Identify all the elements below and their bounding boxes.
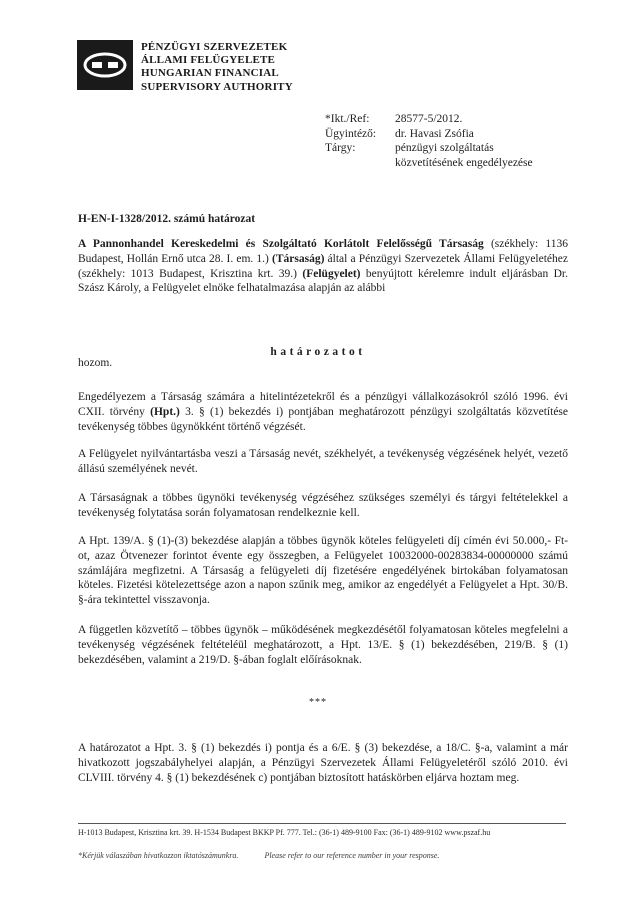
org-line: ÁLLAMI FELÜGYELETE bbox=[141, 54, 276, 67]
footer-contact: H-1013 Budapest, Krisztina krt. 39. H-1534 Budapest BKKP Pf. 777. Tel.: (36-1) 489-9100 Fax: (36-1) 489-9102 www.pszaf.hu bbox=[78, 828, 491, 837]
hpt-abbrev: (Hpt.) bbox=[150, 405, 180, 418]
org-line: HUNGARIAN FINANCIAL bbox=[141, 67, 279, 80]
psza-logo-icon bbox=[77, 40, 133, 90]
reference-block bbox=[325, 112, 533, 170]
intro-paragraph bbox=[78, 237, 568, 296]
decision-heading: határozatot bbox=[270, 346, 366, 358]
intro-text: (székhely: 1136 Budapest, Hollán Ernő utca 28. I. em. 1.) bbox=[78, 238, 568, 265]
reference-label: Tárgy: bbox=[325, 142, 356, 155]
paragraph-6: A határozatot a Hpt. 3. § (1) bekezdés i) pontja és a 6/E. § (3) bekezdése, a 18/C. §-a, valamint a már hivatkozott jogszabályhelyei alapján, a Pénzügyi Szervezetek Állami Felügyeletéről szóló 2010. évi CLVIII. törvény 4. § (1) bekezdésének c) pontjában biztosított hatáskörben eljárva hoztam meg. bbox=[78, 742, 568, 784]
reference-value: dr. Havasi Zsófia bbox=[395, 127, 474, 140]
paragraph-text: 3. § (1) bekezdés i) pontjában meghatározott pénzügyi szolgáltatás közvetítése tevékenység többes ügynökként történő végzését. bbox=[78, 405, 569, 433]
reference-value: pénzügyi szolgáltatás bbox=[395, 142, 494, 155]
footer-divider bbox=[78, 823, 566, 824]
paragraph-4: A Hpt. 139/A. § (1)-(3) bekezdése alapján a többes ügynök köteles felügyeleti díj címén évi 50.000,- Ft-ot, azaz Ötvenezer forintot évente egy összegben, a Felügyelet 10032000-00283834-00000000 számú számlájára megfizetni. A Társaság a felügyeleti díj fizetésére engedélyének birtokában folyamatosan köteles. Fizetési kötelezettsége azon a napon szűnik meg, amikor az engedélyét a Felügyelet a Hpt. 30/B. §-ára tekintettel visszavonja. bbox=[78, 535, 568, 607]
org-line: SUPERVISORY AUTHORITY bbox=[141, 80, 293, 93]
paragraph-1 bbox=[78, 390, 568, 434]
note-hungarian: *Kérjük válaszában hivatkozzon iktatószámunkra. bbox=[78, 851, 239, 860]
reference-value: közvetítésének engedélyezése bbox=[395, 156, 533, 169]
tarsasag-abbrev: (Társaság) bbox=[272, 252, 325, 265]
reference-row bbox=[325, 127, 533, 142]
reference-value: 28577-5/2012. bbox=[395, 113, 463, 125]
reference-row bbox=[325, 156, 533, 171]
paragraph-3: A Társaságnak a többes ügynöki tevékenység végzéséhez szükséges személyi és tárgyi feltételekkel a tevékenység folytatása során folyamatosan rendelkeznie kell. bbox=[78, 492, 568, 519]
reference-row bbox=[325, 112, 533, 127]
reference-label: Ügyintéző: bbox=[325, 127, 377, 140]
org-line: PÉNZÜGYI SZERVEZETEK bbox=[141, 41, 288, 53]
reference-label bbox=[325, 156, 395, 171]
paragraph-5: A független közvetítő – többes ügynök – működésének megkezdésétől folyamatosan köteles megfelelni a tevékenység végzésének feltételéül meghatározott, a Hpt. 13/E. § (1) bekezdésében, 219/B. § (1) bekezdésében, valamint a 219/D. §-ában foglalt előírásoknak. bbox=[78, 624, 568, 666]
company-name: A Pannonhandel Kereskedelmi és Szolgáltató Korlátolt Felelősségű Társaság bbox=[78, 238, 484, 250]
section-separator: *** bbox=[309, 697, 327, 708]
paragraph-text: Engedélyezem a Társaság számára a hitelintézetekről és a pénzügyi vállalkozásokról szóló 1996. évi CXII. törvény bbox=[78, 391, 568, 418]
hozom-text: hozom. bbox=[78, 357, 113, 369]
felugyelet-abbrev: (Felügyelet) bbox=[302, 267, 361, 280]
decision-number: H-EN-I-1328/2012. számú határozat bbox=[78, 213, 256, 225]
reference-row bbox=[325, 141, 533, 156]
intro-text: benyújtott kérelemre indult eljárásban Dr. Szász Károly, a Felügyelet elnöke felhatalmazása alapján az alábbi bbox=[78, 267, 568, 295]
intro-text: által a Pénzügyi Szervezetek Állami Felügyeletéhez (székhely: 1013 Budapest, Krisztina krt. 39.) bbox=[78, 252, 568, 280]
paragraph-2: A Felügyelet nyilvántartásba veszi a Társaság nevét, székhelyét, a tevékenység végzésének helyét, vezető állású személyének nevét. bbox=[78, 448, 568, 475]
organization-name bbox=[141, 41, 293, 94]
footer-reference-note bbox=[78, 851, 578, 860]
reference-label: *Ikt./Ref: bbox=[325, 113, 370, 125]
note-english: Please refer to our reference number in your response. bbox=[264, 851, 440, 860]
